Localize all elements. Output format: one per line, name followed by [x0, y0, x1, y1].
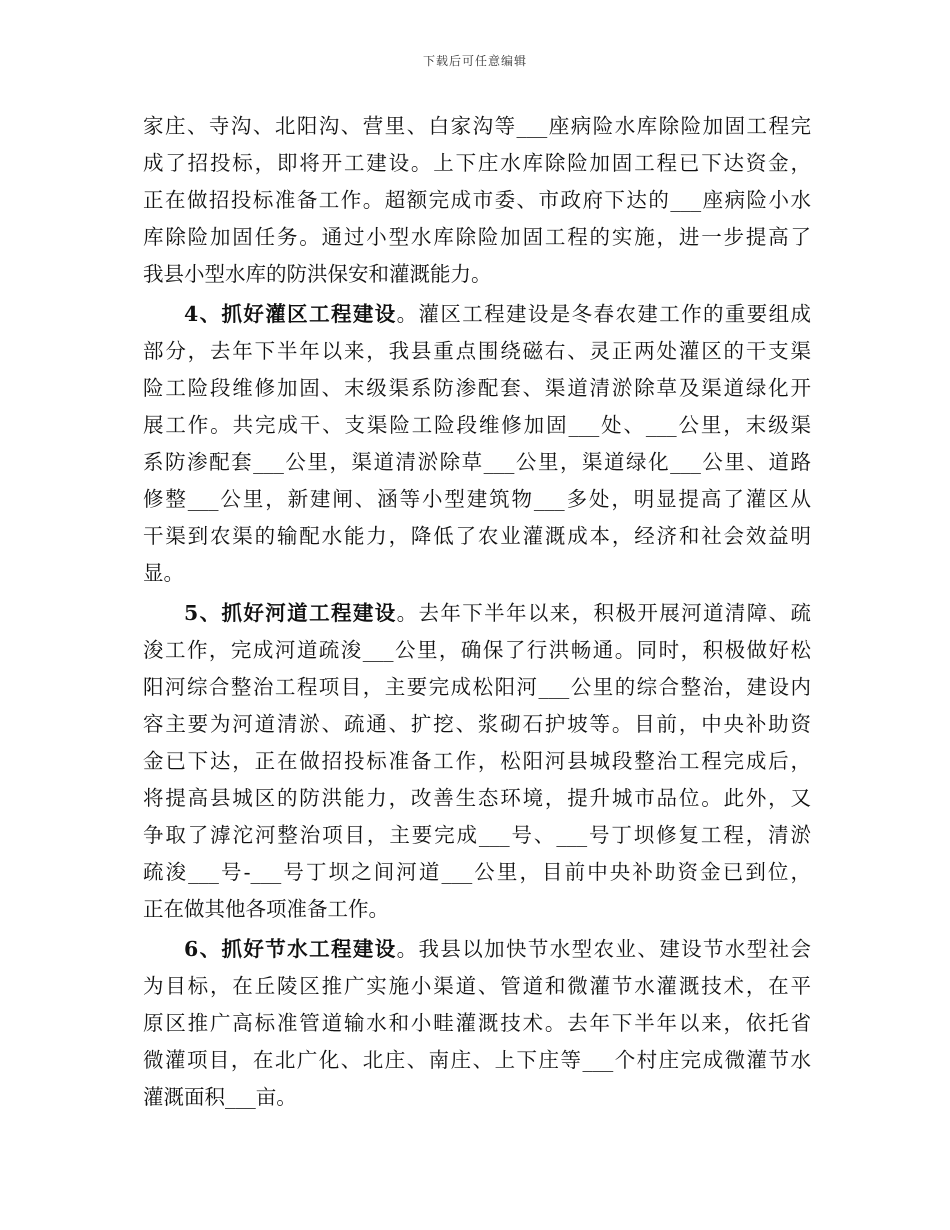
- text-line: 成了招投标，即将开工建设。上下庄水库除险加固工程已下达资金，: [143, 151, 811, 175]
- text-line: [143, 595, 811, 632]
- paragraph-water-saving: [143, 931, 811, 1116]
- text-line: 原区推广高标准管道输水和小畦灌溉技术。去年下半年以来，依托省: [143, 1011, 811, 1035]
- section-heading: 5、抓好河道工程建设: [184, 601, 397, 625]
- document-body: [143, 108, 811, 1116]
- text-line: 部分，去年下半年以来，我县重点围绕磁右、灵正两处灌区的干支渠: [143, 339, 811, 363]
- text-line: [143, 296, 811, 333]
- text-line: 阳河综合整治工程项目，主要完成松阳河___公里的综合整治，建设内: [143, 675, 811, 699]
- text-line: [143, 931, 811, 968]
- text-line: 金已下达，正在做招投标准备工作，松阳河县城段整治工程完成后，: [143, 749, 811, 773]
- paragraph-reservoir: [143, 108, 811, 293]
- text-line: 家庄、寺沟、北阳沟、营里、白家沟等___座病险水库除险加固工程完: [143, 114, 811, 138]
- text-line: 正在做其他各项准备工作。: [143, 897, 389, 921]
- paragraph-river: [143, 595, 811, 928]
- text-line: 系防渗配套___公里，渠道清淤除草___公里，渠道绿化___公里、道路: [143, 450, 811, 474]
- text-line: 将提高县城区的防洪能力，改善生态环境，提升城市品位。此外，又: [143, 786, 811, 810]
- section-heading: 4、抓好灌区工程建设: [184, 302, 397, 326]
- text-run: 。我县以加快节水型农业、建设节水型社会: [396, 937, 812, 961]
- text-run: 。去年下半年以来，积极开展河道清障、疏: [396, 601, 812, 625]
- text-line: 疏浚___号-___号丁坝之间河道___公里，目前中央补助资金已到位，: [143, 860, 811, 884]
- page-header: 下载后可任意编辑: [422, 54, 527, 68]
- text-line: 展工作。共完成干、支渠险工险段维修加固___处、___公里，末级渠: [143, 413, 811, 437]
- text-run: 。灌区工程建设是冬春农建工作的重要组成: [396, 302, 812, 326]
- text-line: 灌溉面积___亩。: [143, 1085, 297, 1109]
- section-heading: 6、抓好节水工程建设: [184, 937, 397, 961]
- text-line: 微灌项目，在北广化、北庄、南庄、上下庄等___个村庄完成微灌节水: [143, 1048, 811, 1072]
- paragraph-irrigation-district: [143, 296, 811, 592]
- text-line: 显。: [143, 561, 184, 585]
- text-line: 容主要为河道清淤、疏通、扩挖、浆砌石护坡等。目前，中央补助资: [143, 712, 811, 736]
- text-line: 险工险段维修加固、末级渠系防渗配套、渠道清淤除草及渠道绿化开: [143, 376, 811, 400]
- text-line: 我县小型水库的防洪保安和灌溉能力。: [143, 262, 492, 286]
- text-line: 正在做招投标准备工作。超额完成市委、市政府下达的___座病险小水: [143, 188, 811, 212]
- text-line: 争取了滹沱河整治项目，主要完成___号、___号丁坝修复工程，清淤: [143, 823, 811, 847]
- text-line: 为目标，在丘陵区推广实施小渠道、管道和微灌节水灌溉技术，在平: [143, 974, 811, 998]
- text-line: 修整___公里，新建闸、涵等小型建筑物___多处，明显提高了灌区从: [143, 487, 811, 511]
- text-line: 干渠到农渠的输配水能力，降低了农业灌溉成本，经济和社会效益明: [143, 524, 811, 548]
- text-line: 浚工作，完成河道疏浚___公里，确保了行洪畅通。同时，积极做好松: [143, 638, 811, 662]
- text-line: 库除险加固任务。通过小型水库除险加固工程的实施，进一步提高了: [143, 225, 811, 249]
